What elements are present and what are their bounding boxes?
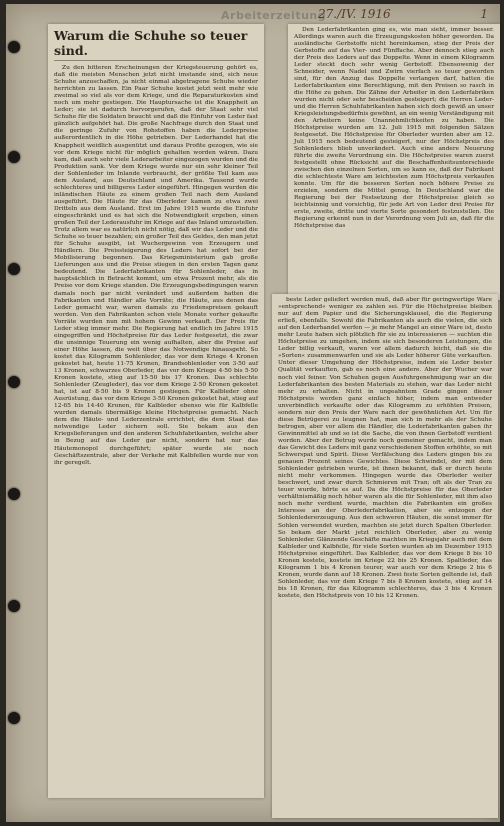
archive-sheet [6,4,500,822]
punch-hole [8,263,20,275]
punch-holes [6,4,26,822]
page-number: 1 [480,7,488,21]
punch-hole [8,712,20,724]
punch-hole [8,151,20,163]
article-text-right-bottom: beste Leder geliefert werden muß, daß aber für geringwertige Ware »entsprechend« weniger zu zahlen sei. Für die Höchstpreise bleiben nur auf dem Papier und die Sicherungsklausel, die die Regierung erließ, ebenfalls. Sowohl die Fabrikanten als auch die vielen, die sich auf den Lederhandel werfen — je mehr Mangel an einer Ware ist, desto mehr Leute haben sich plötzlich für sie zu interessieren — suchten die Höchstpreise zu umgehen, indem sie sich besonderen Leistungen, die Leder billig verkauft, waren vor allem dadurch leicht, daß sie die »Sorten« zusammenwarfen und sie als Leder höherer Güte verkauften. Unter dieser Umgehung der Höchstpreise, indem sie Leder bester Qualität verkauften, gab es noch eine andere. Aber der Wucher war noch viel feiner. Von Schuhen gegen Ausfuhrgenehmigung war an die Lederfabrikanten des besten Materials zu stehen, war das Leder nicht mehr zu erhalten. Nicht in ungeahntem Grade gingen dieser Höchstpreis werden ganz einfach höher, indem man entweder unverbindlich verkaufte oder das Kilogramm zu erhöhten Preisen, sondern nur den Preis der Ware nach der gewöhnlichen Art. Um für diese Betrügerei zu leugnen hat, man sich in mehr als der Schuhe betrogen, aber vor allem die Händler, die Lederfabrikanten gaben ihr Gewinnmittel ab und so ist die Sache, die von ihnen Gerbstoff verdient worden. Aber der Betrug wurde noch gemeiner gemacht, indem man das Gewicht des Leders mit ganz verschiedenen Stoffen erhöhte, so mit Schwerspat und Spirit. Diese Verfälschung des Leders gingen bis zu genauen Prozent seines Gewichtes. Diese Schwindel, der mit dem Sohlenleder getrieben wurde, ist ihnen bekannt, daß er durch heute nicht mehr verkommen. Hingegen wurde das Oberleder weiter beschwert, und zwar durch Schmieren mit Tran; oft als der Tran zu teuer wurde, hörte es auf. Da die Höchstpreise für das Oberleder verhältnismäßig noch höher waren als die für Sohlenleder, mit ihm also noch mehr verdient wurde, machten die Fabrikanten ein großes Interesse an der Oberlederfabrikation, aber sie entzogen der Sohlenledererzeugung. Aus den schweren Häuten, die sonst immer für Sohlen verwendet wurden, machten sie jetzt durch Spalten Oberleder. So bekam der Markt jetzt reichlich Oberleder, aber zu wenig Sohlenleder. Glänzende Geschäfte machten im Kriegsjahr auch mit dem Kalbleder und Kalbfelle, für viele Sorten wurden ab im Dezember 1915 Höchstpreise eingeführt. Das Kalbleder, das vor dem Kriege 8 bis 10 Kronen kostete, kostete im Kriege 22 bis 25 Kronen. Spaltleder, das Kilogramm 1 bis 4 Kronen teurer, war auch vor dem Kriege 2 bis 6 Kronen, wurde dann auf 18 Kronen. Zwei feste Sorten geltende ist, daß Sohlenleder, das vor dem Kriege 7 bis 8 Kronen kostete, stieg auf 14 bis 18 Kronen, für das Kilogramm schlechteres, das 3 bis 4 Kronen kostete, den Höchstpreis von 10 bis 12 Kronen. [278,297,492,599]
newspaper-stamp: Arbeiterzeitung [221,9,327,22]
clipping-left-column [48,24,264,798]
handwritten-date: 27./IV. 1916 [318,7,391,21]
clipping-right-top [288,24,500,300]
article-title: Warum die Schuhe so teuer sind. [54,28,258,61]
article-text-left: Zu den bitteren Erscheinungen der Kriegsteuerung gehört es, daß die meisten Menschen jetzt nicht imstande sind, sich neue Schuhe anzuschaffen, ja nicht einmal abgetragene Schuhe wieder herrichten zu lassen. Ein Paar Schuhe kostet jetzt weit mehr wie zweimal so viel als vor dem Kriege, und die Reparaturkosten sind noch um mehr gestiegen. Die Hauptursache ist die Knappheit an Leder; sie ist dadurch hervorgerufen, daß der Staat sehr viel Schuhe für die Soldaten braucht und daß die Einfuhr von Leder fast gänzlich aufgehört hat. Die große Nachfrage durch den Staat und die geringe Zufuhr von Rohstoffen haben die Lederpreise außerordentlich in die Höhe getrieben. Der Lederhandel hat die Knappheit weidlich ausgenützt und daraus Profite gezogen, wie sie vor dem Kriege nicht für möglich gehalten worden wären. Dazu kam, daß auch sehr viele Lederarbeiter eingezogen wurden und die Produktion sank. Vor dem Kriege wurde nur ein sehr kleiner Teil der Sohlenleder im Inlande verbraucht, der größte Teil kam aus dem Ausland, aus Deutschland und Amerika. Tausend wurde schlechteres und billigeres Leder eingeführt. Hingegen wurden die inländischen Häute zu einem großen Teil nach dem Ausland ausgeführt. Die Häute für das Oberleder kamen zu etwa zwei Dritteln aus dem Ausland. Erst im Jahre 1915 wurde die Einfuhr eingeschränkt und es hat sich die Notwendigkeit ergeben, einen großen Teil der Lederausfuhr im Kriege auf das Inland umzustellen. Trotz allem war es natürlich nicht nötig, daß wir das Leder und die Schuhe so teuer bezahlen; ein großer Teil des Geldes, den man jetzt für Schuhe ausgibt, ist Wuchergewinn von Erzeugern und Händlern. Die Preissteigerung des Leders hat sofort bei der Mobilisierung begonnen. Das Kriegsministerium gab große Lieferungen aus und die Preise stiegen in den ersten Tagen ganz bedeutend. Die Lederfabrikanten für Sohlenleder, das in hauptsächlich in Betracht kommt, um etwa Prozent mehr, als die Preise vor dem Kriege standen. Die Erzeugungsbedingungen waren damals noch gar nicht verändert und außerdem hatten die Fabrikanten und Händler alle Vorräte; die Häute, aus denen das Leder gemacht war, waren damals zu Friedenspreisen gekauft worden. Von den Fabrikanten schon viele Monate vorher gekaufte Vorräte wurden nun mit hohem Gewinn verkauft. Der Preis für Leder stieg immer mehr. Die Regierung hat endlich im Jahre 1915 eingegriffen und Höchstpreise für das Leder festgesetzt, die zwar die unsinnige Teuerung ein wenig aufhalten, aber die Preise auf einer Höhe lassen, die weit über das Notwendige hinausgeht. So kostet das Kilogramm Sohlenleder, das vor dem Kriege 4 Kronen gekostet hat, heute 11·75 Kronen, Brandsohlenleder von 3·50 auf 13 Kronen, schwarzes Oberleder, das vor dem Kriege 4·50 bis 5·50 Kronen kostete, stieg auf 15·50 bis 17 Kronen. Das schlechte Sohlenleder (Zeugleder), das vor dem Kriege 2·50 Kronen gekostet hat, ist auf 8·50 bis 9 Kronen gestiegen. Für Kalbleder ohne Ausrüstung, das vor dem Kriege 3·50 Kronen gekostet hat, stieg auf 12·65 bis 14·40 Kronen, für Kalbleder ebenso wie für Kalbfelle wurden damals übermäßige kleine Höchstpreise gemacht. Nach dem die Häute- und Lederzentrale errichtet, die dem Staat das notwendige Leder sichern soll. Sie bekam aus den Kriegslieferungen und den anderen Schuhfabrikanten, welche aber in Bezug auf das Leder gar nicht, sondern hat nur das Häutemonopol durchgeführt; später wurde sie noch Geschäftszentrale, aber der Verkehr mit Kalbfellen wurde nur von ihr geregelt. [54,65,258,466]
punch-hole [8,376,20,388]
punch-hole [8,600,20,612]
punch-hole [8,488,20,500]
punch-hole [8,41,20,53]
article-text-right-top: Den Lederfabrikanten ging es, wie man sieht, immer besser. Allerdings waren auch die Erzeugungskosten höher geworden. Da ausländische Gerbstoffe nicht hereinkamen, stieg der Preis der Gerbstoffe auf das Vier- und Fünffache. Aber dennoch stieg auch der Preis des Leders auf das Doppelte. Wenn in einem Kilogramm Leder steckt doch sehr wenig Gerbstoff. Ebensowenig der Schneider, wenn Nadel und Zwirn vierfach so teuer geworden sind, für den Anzug das Doppelte verlangen darf, hatten die Lederfabrikanten eine Berechtigung, mit den Preisen so rasch in die Höhe zu gehen. Die Zähne der Arbeiter in den Lederfabriken wurden nicht oder sehr bescheiden gesteigert; die Herren Leder- und die Herren Schuhfabrikanten haben sich doch gewiß an unser Kriegsleistungsbedürfnis gewöhnt, an ein wenig Verständigung mit den Arbeitern keine Unannehmlichkeiten zu haben. Die Höchstpreise wurden am 12. Juli 1915 mit folgenden Sätzen festgesetzt. Die Höchstpreise für Oberleder wurden aber am 12. Juli 1915 noch bedeutend gesteigert, nur der Höchstpreis des Sohlenleders blieb unverändert. Auch eine andere Neuerung führte die zweite Verordnung ein. Die Höchstpreise waren zuerst festgestellt ohne Rücksicht auf die Beschaffenheitsunterschiede zwischen den einzelnen Sorten, um so kann es, daß der Fabrikant die schlechteste Ware am leichtesten zum Höchstpreis verkaufen konnte. Um für die besseren Sorten noch höhere Preise zu erzielen, sondern die Mittel genug. In Deutschland war die Regierung bei der Festsetzung der Höchstpreise gleich so leichtsinnig und vorsichtig, für jede Art von Leder drei Preise für erste, zweite, dritte und vierte Sorte gesondert festzustellen. Die Regierung erkennt nun in der Verordnung vom Juli an, daß für die Höchstpreise das [294,27,495,229]
clipping-right-bottom [272,294,498,818]
